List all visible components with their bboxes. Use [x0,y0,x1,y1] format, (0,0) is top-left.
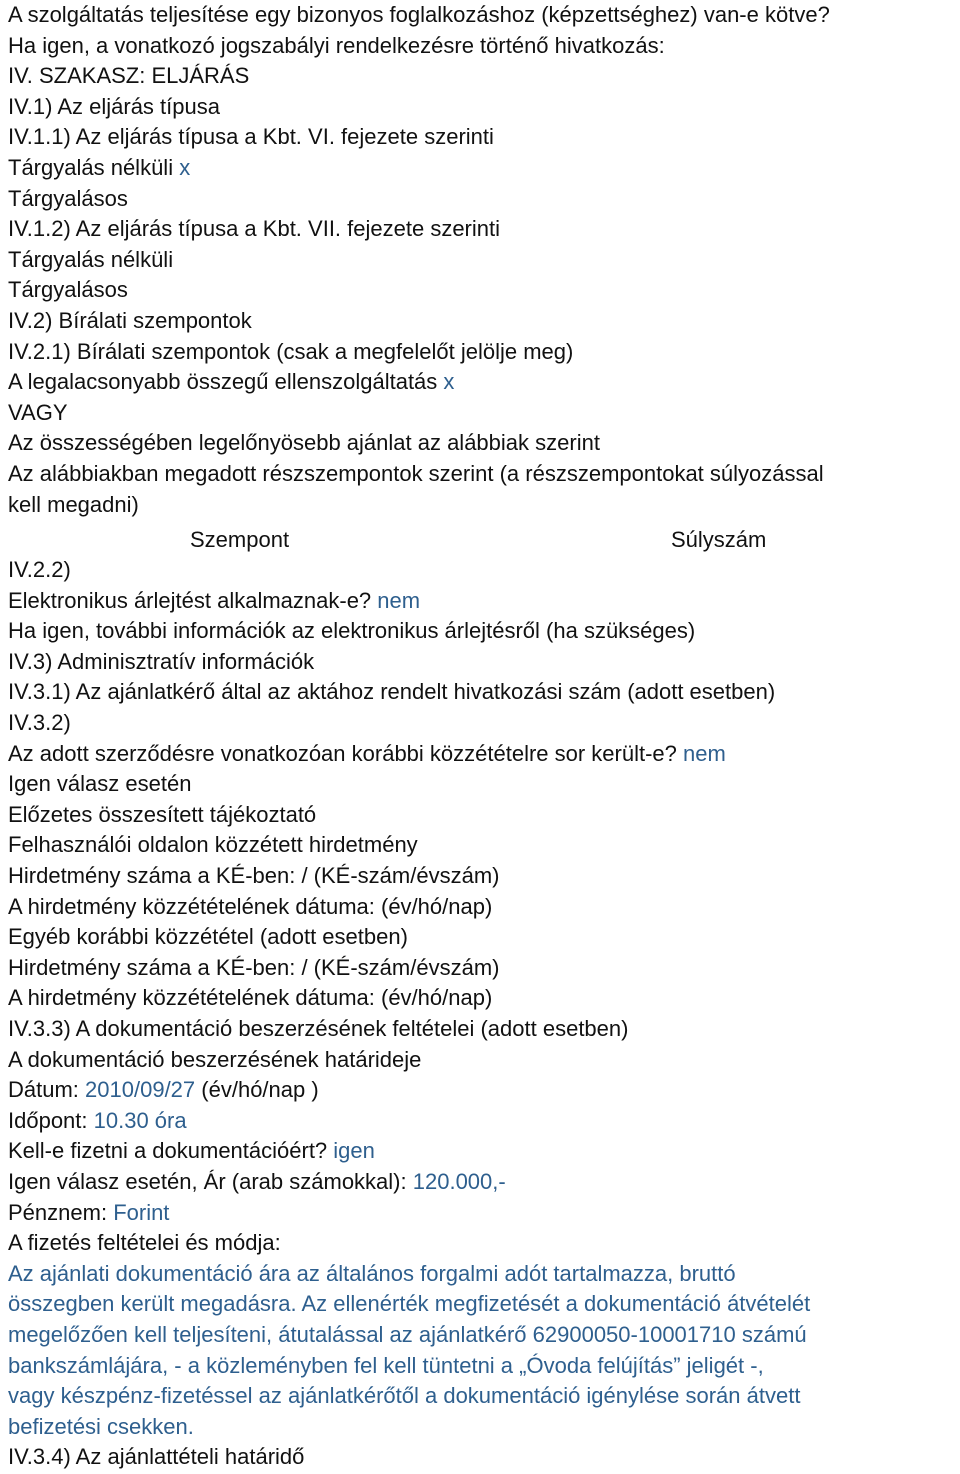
doc-line: Az alábbiakban megadott részszempontok szerint (a részszempontokat súlyozással [8,460,824,486]
doc-line: Igen válasz esetén [8,771,192,797]
question-line [8,586,952,617]
doc-line: IV.1.2) Az eljárás típusa a Kbt. VII. fejezete szerinti [8,216,501,242]
question-line [8,739,952,770]
paragraph-line: összegben került megadásra. Az ellenérték megfizetését a dokumentáció átvételét [8,1291,811,1317]
currency-line [8,1198,952,1229]
currency-value: Forint [113,1199,170,1225]
doc-line: IV.3.4) Az ajánlattételi határidő [8,1444,305,1470]
section-heading: IV. SZAKASZ: ELJÁRÁS [8,63,250,89]
doc-line: A hirdetmény közzétételének dátuma: (év/hó/nap) [8,985,493,1011]
time-line [8,1106,952,1137]
payment-terms-paragraph [8,1259,952,1443]
paragraph-line: Az ajánlati dokumentáció ára az általános forgalmi adót tartalmazza, bruttó [8,1260,736,1286]
question-label: Elektronikus árlejtést alkalmaznak-e? [8,587,372,613]
currency-label: Pénznem: [8,1199,108,1225]
doc-line: Az összességében legelőnyösebb ajánlat az alábbiak szerint [8,430,600,456]
answer-value: igen [333,1138,375,1164]
answer-value: nem [377,587,421,613]
date-value: 2010/09/27 [85,1077,196,1103]
doc-line: Hirdetmény száma a KÉ-ben: / (KÉ-szám/évszám) [8,954,500,980]
column-header-sulyszam: Súlyszám [671,527,767,553]
date-line [8,1075,952,1106]
option-line: Tárgyalásos [8,185,128,211]
doc-line: A hirdetmény közzétételének dátuma: (év/hó/nap) [8,893,493,919]
doc-line: IV.3.1) Az ajánlatkérő által az aktához rendelt hivatkozási szám (adott esetben) [8,679,776,705]
doc-line: IV.1.1) Az eljárás típusa a Kbt. VI. fejezete szerinti [8,124,494,150]
subsection-heading: IV.3) Adminisztratív információk [8,648,315,674]
doc-line: Egyéb korábbi közzététel (adott esetben) [8,924,408,950]
doc-line: A dokumentáció beszerzésének határideje [8,1046,422,1072]
doc-line: Előzetes összesített tájékoztató [8,801,317,827]
paragraph-line: vagy készpénz-fizetéssel az ajánlatkérőtől a dokumentáció igénylése során átvett [8,1383,801,1409]
price-line [8,1167,952,1198]
subsection-heading: IV.1) Az eljárás típusa [8,93,220,119]
time-value: 10.30 óra [93,1107,187,1133]
answer-value: nem [683,740,726,766]
option-line: Tárgyalásos [8,277,128,303]
question-line [8,1136,952,1167]
option-line [8,153,952,184]
price-label: Igen válasz esetén, Ár (arab számokkal): [8,1168,407,1194]
doc-line: IV.2.2) [8,557,71,583]
doc-line: A szolgáltatás teljesítése egy bizonyos foglalkozáshoz (képzettséghez) van-e kötve? [8,2,830,27]
question-label: Az adott szerződésre vonatkozóan korábbi közzétételre sor került-e? [8,740,677,766]
doc-line: IV.2.1) Bírálati szempontok (csak a megfelelőt jelölje meg) [8,338,574,364]
date-format: (év/hó/nap ) [201,1077,319,1103]
doc-line: IV.3.3) A dokumentáció beszerzésének feltételei (adott esetben) [8,1016,629,1041]
option-line: Tárgyalás nélküli [8,246,174,272]
doc-line: kell megadni) [8,491,139,517]
date-label: Dátum: [8,1077,79,1103]
column-header-szempont: Szempont [190,527,290,553]
paragraph-line: bankszámlájára, - a közleményben fel kell tüntetni a „Óvoda felújítás” jeligét -, [8,1352,764,1378]
question-label: Kell-e fizetni a dokumentációért? [8,1138,328,1164]
paragraph-line: befizetési csekken. [8,1413,194,1439]
option-label: A legalacsonyabb összegű ellenszolgáltatás [8,369,438,395]
doc-line: Ha igen, a vonatkozó jogszabályi rendelkezésre történő hivatkozás: [8,32,665,58]
doc-line: VAGY [8,399,68,425]
option-label: Tárgyalás nélküli [8,154,174,180]
doc-line: A fizetés feltételei és módja: [8,1230,281,1256]
selected-mark: x [443,369,455,395]
price-value: 120.000,- [412,1168,506,1194]
doc-line: IV.3.2) [8,710,71,736]
doc-line: Felhasználói oldalon közzétett hirdetmény [8,832,418,858]
subsection-heading: IV.2) Bírálati szempontok [8,307,252,333]
time-label: Időpont: [8,1107,88,1133]
paragraph-line: megelőzően kell teljesíteni, átutalással az ajánlatkérő 62900050-10001710 számú [8,1321,807,1347]
doc-line: Ha igen, további információk az elektronikus árlejtésről (ha szükséges) [8,618,696,644]
doc-line: Hirdetmény száma a KÉ-ben: / (KÉ-szám/évszám) [8,863,500,889]
option-line [8,367,952,398]
criteria-table-header [8,520,952,555]
selected-mark: x [179,154,191,180]
